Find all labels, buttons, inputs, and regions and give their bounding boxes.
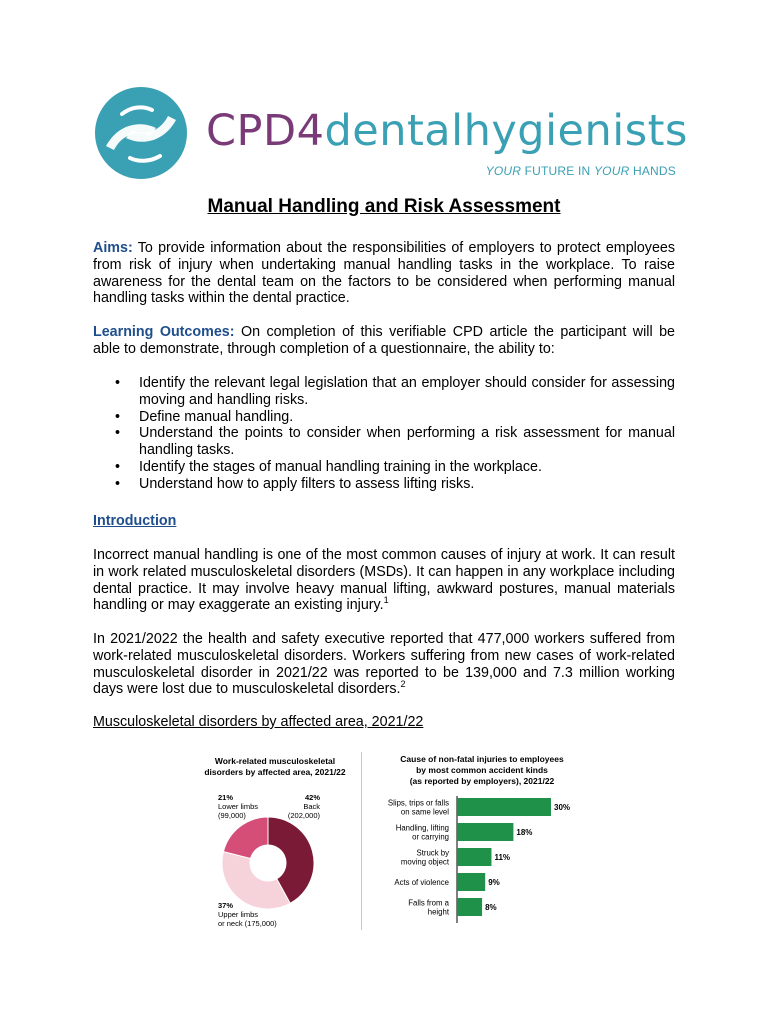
footnote-ref: 1	[383, 595, 389, 606]
bar-value-label: 8%	[485, 903, 497, 912]
list-item: • Define manual handling.	[115, 408, 294, 425]
intro-paragraph-2: In 2021/2022 the health and safety executive reported that 477,000 workers suffered from work-related musculoskeletal disorders. Workers suffering from new cases of work-related musculoskeletal disorder in 2021/22 was reported to be 139,000 and 7.3 million working days were lost due to musculoskeletal disorders.$^2$	[93, 631, 675, 698]
chart-title: by most common accident kinds	[416, 765, 548, 775]
category-label: Acts of violence	[394, 878, 449, 887]
category-label: on same level	[400, 807, 449, 817]
tagline: YOUR FUTURE IN YOUR HANDS	[485, 164, 676, 178]
slice-percent-label: 42%	[304, 793, 320, 802]
slice-label: (202,000)	[287, 811, 320, 820]
msd-heading: Musculoskeletal disorders by affected area, 2021/22	[93, 714, 424, 730]
intro-paragraph-1: Incorrect manual handling is one of the most common causes of injury at work. It can result in work related musculoskeletal disorders (MSDs). It can happen in any workplace including dental practice. It may involve heavy manual lifting, awkward postures, manual materials handling or may exaggerate an existing injury.$^1$	[93, 547, 675, 614]
bar-value-label: 30%	[554, 803, 571, 812]
category-label: Slips, trips or falls	[387, 798, 449, 808]
slice-percent-label: 21%	[218, 793, 234, 802]
learning-outcomes-list	[93, 375, 675, 493]
list-item: • Understand the points to consider when performing a risk assessment for manual handling tasks.	[115, 425, 675, 459]
bar	[457, 823, 513, 841]
list-item: • Identify the relevant legal legislation that an employer should consider for assessing moving and handling risks.	[115, 375, 675, 408]
bar	[457, 798, 551, 816]
learning-outcomes-text: On completion of this verifiable CPD article the participant will be able to demonstrate, through completion of a questionnaire, the ability to:	[93, 324, 675, 357]
hands-circle-icon	[92, 84, 190, 182]
slice-label: Upper limbs	[218, 910, 259, 919]
chart-title: Cause of non-fatal injuries to employees	[400, 754, 564, 764]
bar	[457, 898, 482, 916]
page-title: Manual Handling and Risk Assessment	[207, 196, 561, 217]
logo	[92, 84, 688, 184]
chart-divider	[361, 752, 362, 930]
category-label: Handling, lifting	[395, 823, 449, 833]
donut-slice	[223, 817, 268, 859]
chart-title: Work-related musculoskeletal	[214, 756, 336, 766]
learning-outcomes-paragraph	[93, 324, 675, 358]
list-item: • Identify the stages of manual handling training in the workplace.	[115, 458, 542, 475]
footnote-ref: 2	[400, 679, 406, 690]
slice-label: Lower limbs	[218, 802, 259, 811]
category-label: Struck by	[416, 848, 449, 858]
category-label: Falls from a	[408, 898, 449, 908]
bar	[457, 873, 485, 891]
category-label: height	[427, 907, 449, 917]
list-item: • Understand how to apply filters to assess lifting risks.	[115, 475, 475, 492]
bar	[457, 848, 491, 866]
category-label: or carrying	[412, 832, 449, 842]
bar-value-label: 11%	[494, 853, 511, 862]
category-label: moving object	[400, 857, 449, 867]
introduction-heading: Introduction	[93, 513, 177, 529]
bar-value-label: 18%	[516, 828, 533, 837]
slice-percent-label: 37%	[218, 901, 234, 910]
chart-title: (as reported by employers), 2021/22	[409, 776, 555, 786]
learning-outcomes-label: Learning Outcomes:	[93, 324, 235, 340]
bar-chart	[366, 748, 588, 938]
aims-text: To provide information about the responsibilities of employers to protect employees from risk of injury when undertaking manual handling tasks in the workplace. To raise awareness for the dental team on the factors to be considered when performing manual handling tasks within the dental practice.	[93, 240, 675, 307]
aims-paragraph	[93, 240, 675, 307]
bar-value-label: 9%	[488, 878, 500, 887]
brand-name: CPD4dentalhygienists	[206, 106, 688, 156]
slice-label: (99,000)	[218, 811, 246, 820]
slice-label: or neck (175,000)	[218, 919, 277, 928]
aims-label: Aims:	[93, 240, 133, 256]
chart-title: disorders by affected area, 2021/22	[204, 767, 346, 777]
donut-chart	[190, 748, 360, 934]
slice-label: Back	[303, 802, 320, 811]
